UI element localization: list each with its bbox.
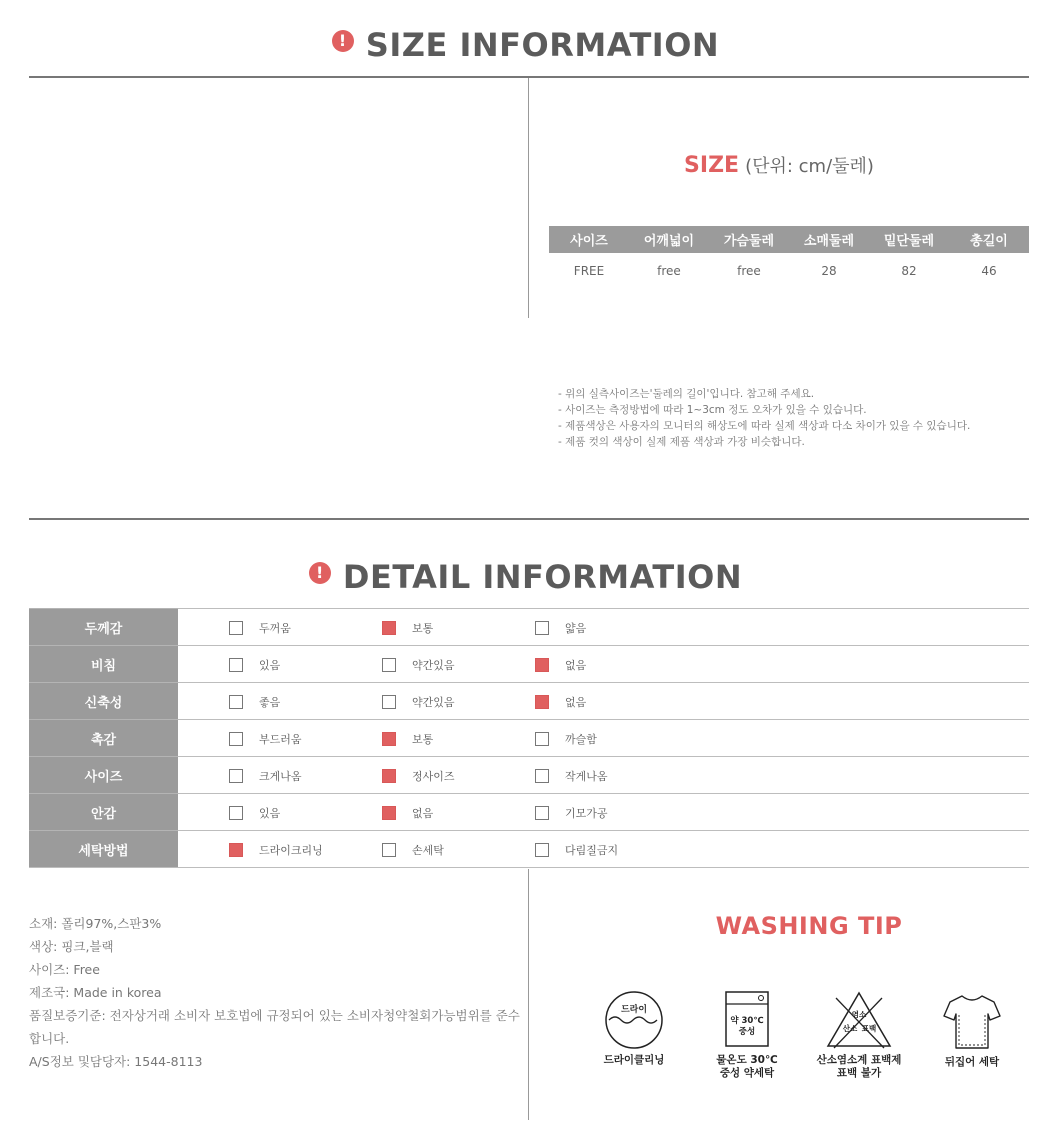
detail-option-label: 기모가공 — [565, 807, 608, 820]
svg-text:중성: 중성 — [738, 1027, 756, 1037]
checkbox[interactable] — [229, 769, 243, 783]
detail-options-cell — [178, 831, 1029, 868]
info-line: A/S정보 및담당자: 1544-8113 — [29, 1054, 203, 1069]
detail-option[interactable] — [229, 768, 302, 784]
svg-text:염소: 염소 — [851, 1010, 867, 1019]
note-line: - 제품색상은 사용자의 모니터의 해상도에 따라 실제 색상과 다소 차이가 있을 수 있습니다. — [558, 420, 971, 432]
detail-row-label: 안감 — [29, 794, 178, 831]
size-col-header: 어깨넓이 — [629, 226, 709, 253]
detail-option[interactable] — [382, 657, 455, 673]
detail-row-label: 사이즈 — [29, 757, 178, 794]
checkbox[interactable] — [382, 695, 396, 709]
detail-option[interactable] — [229, 620, 291, 636]
product-info — [29, 912, 524, 1073]
detail-option[interactable] — [535, 731, 597, 747]
dry-clean-icon: 드라이 드라이클리닝 — [584, 990, 684, 1067]
checkbox[interactable] — [229, 658, 243, 672]
note-line: - 제품 컷의 색상이 실제 제품 색상과 가장 비슷합니다. — [558, 436, 805, 448]
detail-table — [29, 608, 1029, 868]
detail-option[interactable] — [382, 731, 433, 747]
checkbox-checked[interactable] — [382, 806, 396, 820]
detail-options-cell — [178, 794, 1029, 831]
info-line: 사이즈: Free — [29, 962, 100, 977]
detail-row-label: 신축성 — [29, 683, 178, 720]
detail-option-label: 보통 — [412, 622, 434, 635]
size-cell: FREE — [573, 264, 605, 278]
detail-row-label: 비침 — [29, 646, 178, 683]
detail-option[interactable] — [382, 694, 455, 710]
table-row — [29, 646, 1029, 683]
size-col-header: 밑단둘레 — [869, 226, 949, 253]
detail-option-label: 드라이크리닝 — [259, 844, 323, 857]
checkbox[interactable] — [535, 621, 549, 635]
size-col-header: 총길이 — [949, 226, 1029, 253]
detail-option[interactable] — [535, 657, 586, 673]
checkbox[interactable] — [229, 695, 243, 709]
checkbox-checked[interactable] — [229, 843, 243, 857]
size-table-header — [549, 226, 1029, 253]
checkbox-checked[interactable] — [382, 621, 396, 635]
washing-tip-title: WASHING TIP — [715, 912, 903, 940]
info-line: 색상: 핑크,블랙 — [29, 939, 114, 954]
detail-option[interactable] — [382, 805, 433, 821]
detail-option-label: 두꺼움 — [259, 622, 291, 635]
table-row — [29, 831, 1029, 868]
checkbox[interactable] — [535, 732, 549, 746]
detail-option-label: 부드러움 — [259, 733, 302, 746]
size-cell: free — [657, 264, 681, 278]
detail-option-label: 까슬함 — [565, 733, 597, 746]
exclamation-icon: ! — [332, 30, 354, 52]
size-col-header: 가슴둘레 — [709, 226, 789, 253]
checkbox[interactable] — [382, 843, 396, 857]
size-cell: free — [737, 264, 761, 278]
note-line: - 위의 실측사이즈는'둘레의 길이'입니다. 참고해 주세요. — [558, 388, 815, 400]
checkbox[interactable] — [229, 732, 243, 746]
table-row — [29, 609, 1029, 646]
table-row — [29, 683, 1029, 720]
detail-option-label: 없음 — [565, 659, 587, 672]
svg-text:산소: 산소 — [842, 1024, 858, 1033]
detail-option[interactable] — [535, 842, 618, 858]
detail-option[interactable] — [382, 620, 433, 636]
info-line: 제조국: Made in korea — [29, 985, 162, 1000]
checkbox[interactable] — [535, 843, 549, 857]
size-cell: 46 — [981, 264, 997, 278]
detail-option-label: 있음 — [259, 659, 281, 672]
size-cell: 28 — [821, 264, 837, 278]
exclamation-icon: ! — [309, 562, 331, 584]
detail-option-label: 약간있음 — [412, 696, 455, 709]
detail-option[interactable] — [535, 620, 586, 636]
detail-option[interactable] — [382, 768, 455, 784]
detail-option-label: 약간있음 — [412, 659, 455, 672]
detail-option-label: 없음 — [412, 807, 434, 820]
divider — [528, 78, 529, 318]
detail-options-cell — [178, 609, 1029, 646]
no-bleach-icon: 염소 산소 표백 산소염소계 표백제 표백 불가 — [809, 990, 909, 1080]
checkbox-checked[interactable] — [382, 769, 396, 783]
table-row — [29, 794, 1029, 831]
table-row — [549, 253, 1029, 289]
size-cell: 82 — [901, 264, 917, 278]
detail-option[interactable] — [229, 842, 323, 858]
size-table — [549, 226, 1029, 289]
detail-option-label: 다림질금지 — [565, 844, 619, 857]
detail-option[interactable] — [229, 805, 280, 821]
size-heading: SIZE (단위: cm/둘레) — [684, 153, 874, 178]
size-notes — [558, 386, 970, 450]
detail-row-label: 촉감 — [29, 720, 178, 757]
detail-option-label: 얇음 — [565, 622, 587, 635]
size-section-title: ! SIZE INFORMATION — [0, 24, 1051, 64]
checkbox[interactable] — [535, 806, 549, 820]
detail-option-label: 크게나옴 — [259, 770, 302, 783]
detail-option-label: 작게나옴 — [565, 770, 608, 783]
size-col-header: 사이즈 — [549, 226, 629, 253]
svg-text:표백: 표백 — [861, 1024, 877, 1033]
detail-option-label: 보통 — [412, 733, 434, 746]
checkbox[interactable] — [535, 769, 549, 783]
detail-row-label: 두께감 — [29, 609, 178, 646]
table-row — [29, 720, 1029, 757]
detail-option-label: 정사이즈 — [412, 770, 455, 783]
checkbox-checked[interactable] — [535, 658, 549, 672]
checkbox[interactable] — [229, 806, 243, 820]
detail-options-cell — [178, 720, 1029, 757]
checkbox[interactable] — [229, 621, 243, 635]
table-row — [29, 757, 1029, 794]
water-temp-icon: 약 30℃ 중성 물온도 30℃ 중성 약세탁 — [697, 990, 797, 1080]
detail-section-title: ! DETAIL INFORMATION — [0, 556, 1051, 596]
detail-option[interactable] — [382, 842, 444, 858]
info-line: 소재: 폴리97%,스판3% — [29, 916, 162, 931]
checkbox[interactable] — [382, 658, 396, 672]
detail-option-label: 없음 — [565, 696, 587, 709]
detail-option[interactable] — [229, 731, 302, 747]
detail-option-label: 있음 — [259, 807, 281, 820]
detail-option[interactable] — [229, 694, 280, 710]
detail-option-label: 좋음 — [259, 696, 281, 709]
divider — [528, 869, 529, 1120]
note-line: - 사이즈는 측정방법에 따라 1~3cm 정도 오차가 있을 수 있습니다. — [558, 404, 867, 416]
detail-options-cell — [178, 646, 1029, 683]
detail-options-cell — [178, 683, 1029, 720]
divider — [29, 518, 1029, 520]
detail-row-label: 세탁방법 — [29, 831, 178, 868]
checkbox-checked[interactable] — [535, 695, 549, 709]
detail-option[interactable] — [535, 805, 608, 821]
info-line: 품질보증기준: 전자상거래 소비자 보호법에 규정되어 있는 소비자청약철회가능범위를 준수합니다. — [29, 1008, 520, 1046]
detail-option-label: 손세탁 — [412, 844, 444, 857]
inside-out-icon: 뒤집어 세탁 — [922, 990, 1022, 1069]
size-col-header: 소매둘레 — [789, 226, 869, 253]
svg-text:약 30℃: 약 30℃ — [730, 1016, 764, 1026]
detail-options-cell — [178, 757, 1029, 794]
svg-text:드라이: 드라이 — [620, 1005, 648, 1015]
detail-option[interactable] — [535, 694, 586, 710]
divider — [29, 76, 1029, 78]
checkbox-checked[interactable] — [382, 732, 396, 746]
detail-option[interactable] — [229, 657, 280, 673]
detail-option[interactable] — [535, 768, 608, 784]
